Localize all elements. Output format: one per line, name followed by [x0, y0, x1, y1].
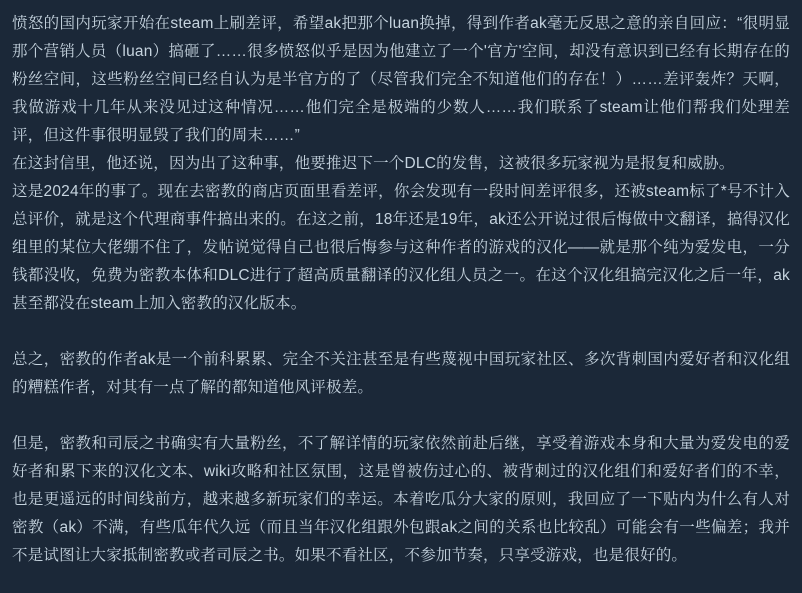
paragraph-spacer-2: [12, 402, 790, 430]
post-paragraph-2: 在这封信里，他还说，因为出了这种事，他要推迟下一个DLC的发售，这被很多玩家视为是报复和威胁。: [12, 155, 735, 172]
post-paragraph-1: 愤怒的国内玩家开始在steam上刷差评，希望ak把那个luan换掉，得到作者ak毫无反思之意的亲自回应：“很明显那个营销人员（luan）搞砸了……很多愤怒似乎是因为他建立了一个'官方'空间，却没有意识到已经有长期存在的粉丝空间，这些粉丝空间已经自认为是半官方的了（尽管我们完全不知道他们的存在！）……差评轰炸？天啊，我做游戏十几年从来没见过这种情况……他们完全是极端的少数人……我们联系了steam让他们帮我们处理差评，但这件事很明显毁了我们的周末……”: [12, 15, 790, 144]
post-paragraph-5: 但是，密教和司辰之书确实有大量粉丝，不了解详情的玩家依然前赴后继，享受着游戏本身和大量为爱发电的爱好者和累下来的汉化文本、wiki攻略和社区氛围，这是曾被伤过心的、被背刺过的汉化组们和爱好者们的不幸，也是更遥远的时间线前方，越来越多新玩家们的幸运。本着吃瓜分大家的原则，我回应了一下贴内为什么有人对密教（ak）不满，有些瓜年代久远（而且当年汉化组跟外包跟ak之间的关系也比较乱）可能会有一些偏差；我并不是试图让大家抵制密教或者司辰之书。如果不看社区，不参加节奏，只享受游戏，也是很好的。: [12, 435, 790, 564]
paragraph-spacer-1: [12, 318, 790, 346]
post-paragraph-3: 这是2024年的事了。现在去密教的商店页面里看差评，你会发现有一段时间差评很多，还被steam标了*号不计入总评价，就是这个代理商事件搞出来的。在这之前，18年还是19年，ak还公开说过很后悔做中文翻译，搞得汉化组里的某位大佬绷不住了，发帖说觉得自己也很后悔参与这种作者的游戏的汉化——就是那个纯为爱发电，一分钱都没收，免费为密教本体和DLC进行了超高质量翻译的汉化组人员之一。在这个汉化组搞完汉化之后一年，ak甚至都没在steam上加入密教的汉化版本。: [12, 183, 790, 312]
post-paragraph-4: 总之，密教的作者ak是一个前科累累、完全不关注甚至是有些蔑视中国玩家社区、多次背刺国内爱好者和汉化组的糟糕作者，对其有一点了解的都知道他风评极差。: [12, 351, 790, 396]
